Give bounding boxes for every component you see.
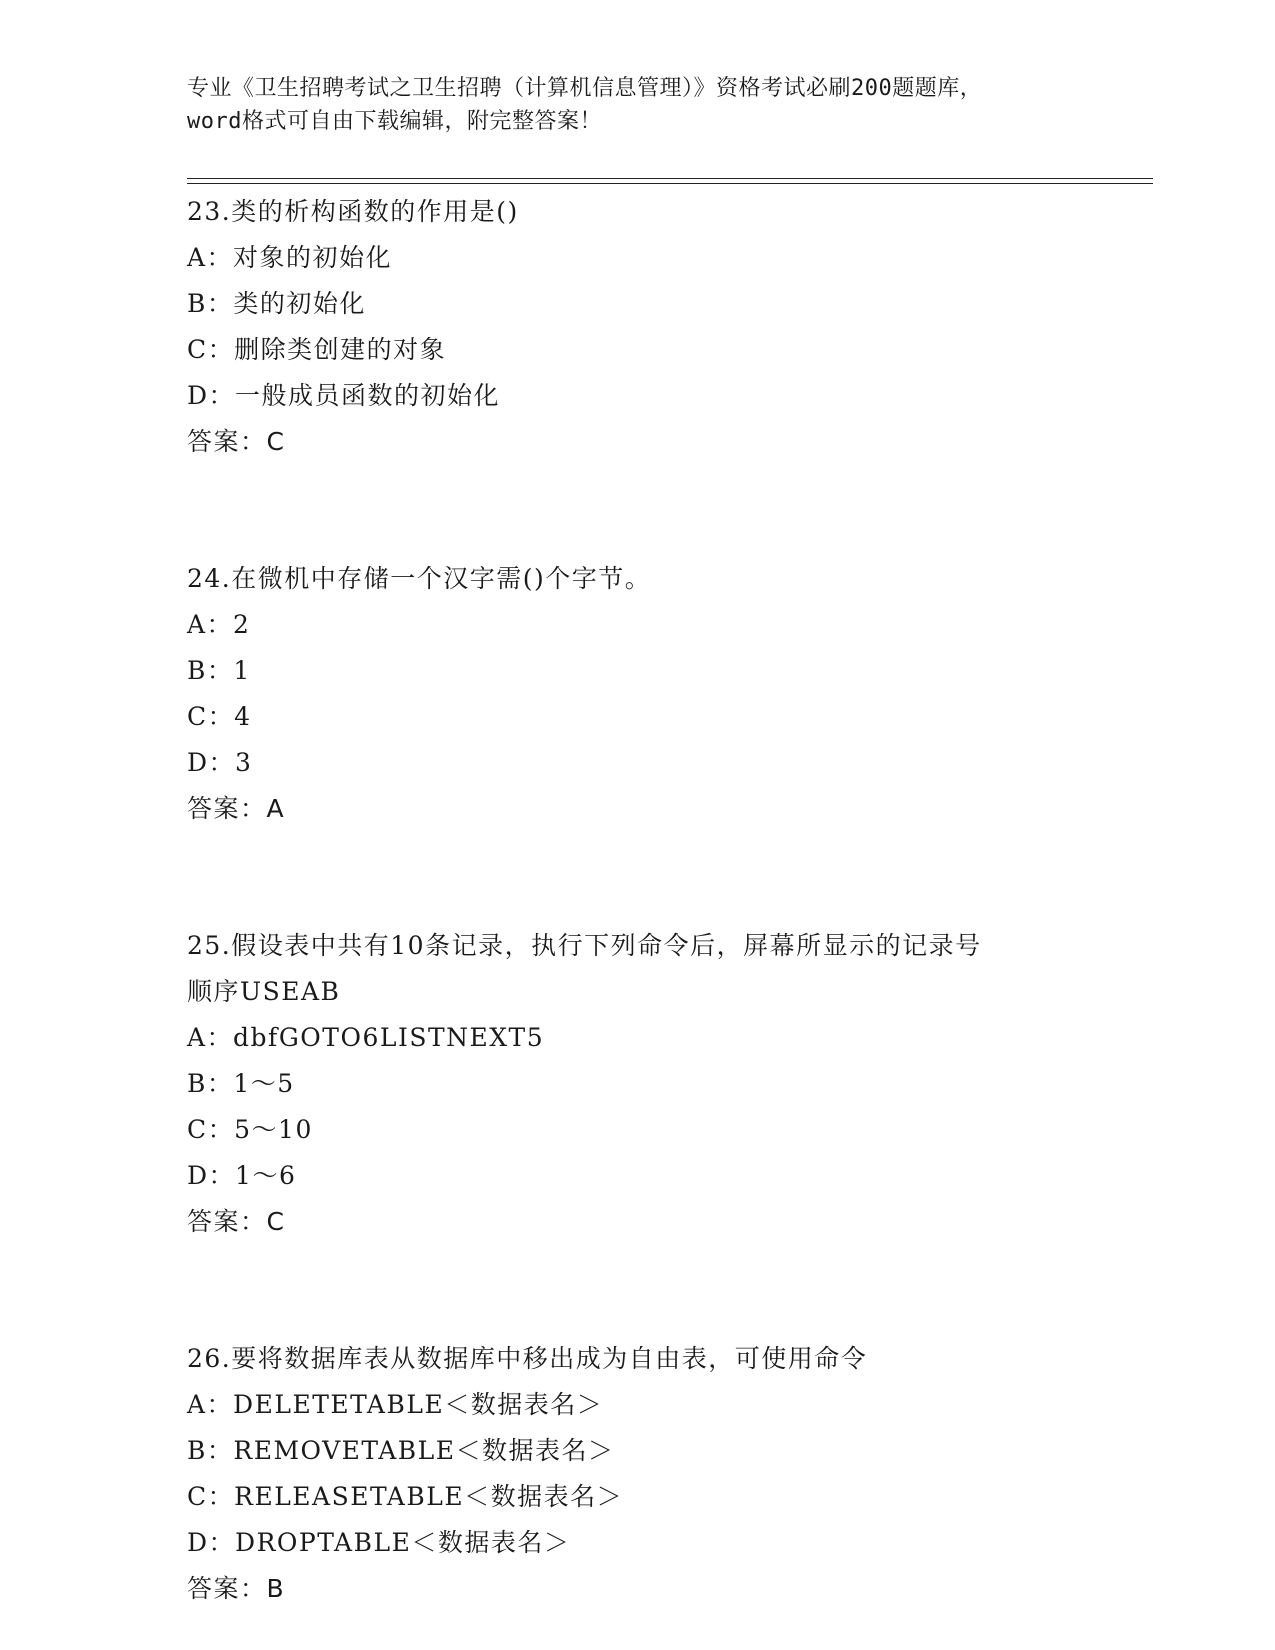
question-stem: 23.类的析构函数的作用是() (187, 197, 519, 226)
question-24 (187, 556, 1087, 832)
option-a: A：dbfGOTO6LISTNEXT5 (187, 1023, 545, 1052)
option-b: B：REMOVETABLE＜数据表名＞ (187, 1436, 615, 1465)
option-a: A：2 (187, 610, 251, 639)
answer: 答案：B (187, 1574, 286, 1603)
option-d: D：1～6 (187, 1161, 297, 1190)
option-b: B：1 (187, 656, 251, 685)
option-d: D：DROPTABLE＜数据表名＞ (187, 1528, 571, 1557)
answer: 答案：C (187, 427, 286, 456)
option-c: C：删除类创建的对象 (187, 335, 447, 364)
header-divider-top (187, 178, 1153, 179)
option-d: D：一般成员函数的初始化 (187, 381, 501, 410)
question-stem: 26.要将数据库表从数据库中移出成为自由表，可使用命令 (187, 1344, 868, 1373)
document-header (187, 72, 1087, 138)
question-23 (187, 189, 1087, 465)
question-stem: 25.假设表中共有10条记录，执行下列命令后，屏幕所显示的记录号 (187, 931, 982, 960)
option-b: B：类的初始化 (187, 289, 366, 318)
answer: 答案：C (187, 1207, 286, 1236)
option-c: C：5～10 (187, 1115, 313, 1144)
question-26 (187, 1336, 1087, 1612)
header-divider-bottom (187, 183, 1153, 184)
option-d: D：3 (187, 748, 253, 777)
question-stem: 24.在微机中存储一个汉字需()个字节。 (187, 564, 652, 593)
question-stem-continued: 顺序USEAB (187, 977, 341, 1006)
question-25 (187, 923, 1087, 1245)
option-a: A：对象的初始化 (187, 243, 393, 272)
option-b: B：1～5 (187, 1069, 295, 1098)
header-line-2: word格式可自由下载编辑，附完整答案！ (187, 109, 602, 134)
option-c: C：4 (187, 702, 252, 731)
question-list (187, 189, 1087, 1612)
answer: 答案：A (187, 794, 286, 823)
header-line-1: 专业《卫生招聘考试之卫生招聘（计算机信息管理）》资格考试必刷200题题库， (187, 76, 983, 101)
option-c: C：RELEASETABLE＜数据表名＞ (187, 1482, 624, 1511)
option-a: A：DELETETABLE＜数据表名＞ (187, 1390, 604, 1419)
